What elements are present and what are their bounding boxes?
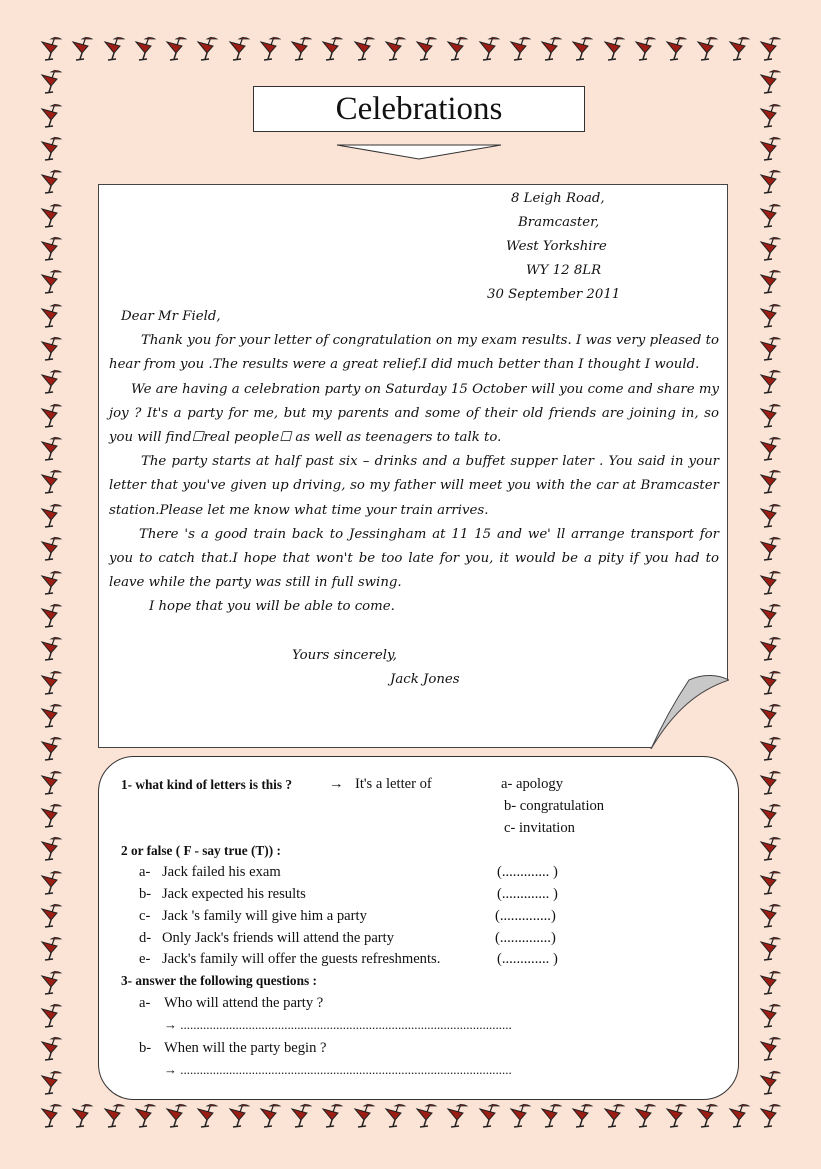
cocktail-glass-icon	[40, 503, 62, 529]
cocktail-glass-icon	[759, 870, 781, 896]
cocktail-glass-icon	[759, 203, 781, 229]
arrow-icon: →	[329, 776, 344, 792]
letter-paragraph: We are having a celebration party on Saturday 15 October will you come and share my joy ? It's a party for me, but my parents and some of their old friends are joining in, so you will find☐real people☐ as well as teenagers to talk to.	[109, 381, 719, 446]
cocktail-glass-icon	[759, 503, 781, 529]
cocktail-glass-icon	[509, 1103, 531, 1129]
cocktail-glass-icon	[759, 770, 781, 796]
address-date: 30 September 2011	[487, 287, 621, 302]
cocktail-glass-icon	[40, 303, 62, 329]
option-b: b- congratulation	[504, 798, 605, 814]
cocktail-glass-icon	[134, 36, 156, 62]
cocktail-glass-icon	[40, 1036, 62, 1062]
cocktail-glass-icon	[415, 1103, 437, 1129]
cocktail-glass-icon	[540, 1103, 562, 1129]
cocktail-glass-icon	[40, 903, 62, 929]
question-3-label: 3- answer the following questions :	[121, 973, 317, 988]
letter-sheet	[98, 184, 728, 748]
cocktail-glass-icon	[40, 670, 62, 696]
cocktail-glass-icon	[759, 269, 781, 295]
tf-letter: e-	[139, 951, 151, 967]
cocktail-glass-icon	[759, 1003, 781, 1029]
tf-answer-blank[interactable]: (............. )	[497, 951, 558, 967]
cocktail-glass-icon	[759, 570, 781, 596]
cocktail-glass-icon	[759, 903, 781, 929]
cocktail-glass-icon	[759, 36, 781, 62]
cocktail-glass-icon	[759, 936, 781, 962]
address-line-3: West Yorkshire	[506, 239, 607, 254]
question-1-label: 1- what kind of letters is this ?	[121, 777, 293, 792]
cocktail-glass-icon	[196, 36, 218, 62]
cocktail-glass-icon	[759, 236, 781, 262]
cocktail-glass-icon	[759, 636, 781, 662]
cocktail-glass-icon	[40, 369, 62, 395]
cocktail-glass-icon	[571, 36, 593, 62]
cocktail-glass-icon	[40, 936, 62, 962]
cocktail-glass-icon	[196, 1103, 218, 1129]
cocktail-glass-icon	[40, 836, 62, 862]
letter-paragraph: I hope that you will be able to come.	[149, 599, 395, 615]
cocktail-glass-icon	[40, 603, 62, 629]
letter-paragraph: There 's a good train back to Jessingham at 11 15 and we' ll arrange transport for you to catch that.I hope that won't be too late for you, it would be a pity if you had to leave while the party was still in full swing.	[109, 526, 719, 591]
q3-question: When will the party begin ?	[164, 1040, 327, 1056]
q3-letter: a-	[139, 995, 151, 1011]
cocktail-glass-icon	[40, 536, 62, 562]
cocktail-glass-icon	[540, 36, 562, 62]
cocktail-glass-icon	[759, 1036, 781, 1062]
cocktail-glass-icon	[40, 770, 62, 796]
page-title	[253, 86, 585, 132]
cocktail-glass-icon	[40, 336, 62, 362]
cocktail-glass-icon	[40, 236, 62, 262]
cocktail-glass-icon	[759, 436, 781, 462]
cocktail-glass-icon	[759, 69, 781, 95]
cocktail-glass-icon	[40, 436, 62, 462]
cocktail-glass-icon	[40, 203, 62, 229]
cocktail-glass-icon	[259, 36, 281, 62]
cocktail-glass-icon	[40, 1003, 62, 1029]
cocktail-glass-icon	[40, 970, 62, 996]
cocktail-glass-icon	[728, 36, 750, 62]
cocktail-glass-icon	[759, 369, 781, 395]
cocktail-glass-icon	[103, 36, 125, 62]
cocktail-glass-icon	[40, 269, 62, 295]
cocktail-glass-icon	[478, 1103, 500, 1129]
cocktail-glass-icon	[478, 36, 500, 62]
q3-letter: b-	[139, 1040, 152, 1056]
cocktail-glass-icon	[759, 536, 781, 562]
cocktail-glass-icon	[759, 1070, 781, 1096]
question-2-label: 2 or false ( F - say true (T)) :	[121, 843, 281, 858]
letter-greeting: Dear Mr Field,	[121, 309, 221, 324]
cocktail-glass-icon	[40, 69, 62, 95]
cocktail-glass-icon	[40, 803, 62, 829]
cocktail-glass-icon	[759, 736, 781, 762]
tf-answer-blank[interactable]: (..............)	[495, 908, 556, 924]
q3-answer-line[interactable]: → ......................................................................................................	[164, 1017, 512, 1032]
cocktail-glass-icon	[759, 103, 781, 129]
cocktail-glass-icon	[321, 1103, 343, 1129]
cocktail-glass-icon	[353, 36, 375, 62]
cocktail-glass-icon	[759, 803, 781, 829]
cocktail-glass-icon	[759, 136, 781, 162]
cocktail-glass-icon	[603, 1103, 625, 1129]
option-c: c- invitation	[504, 820, 575, 836]
cocktail-glass-icon	[40, 570, 62, 596]
cocktail-glass-icon	[759, 970, 781, 996]
tf-letter: d-	[139, 930, 152, 946]
tf-letter: b-	[139, 886, 152, 902]
cocktail-glass-icon	[40, 136, 62, 162]
cocktail-glass-icon	[446, 1103, 468, 1129]
cocktail-glass-icon	[321, 36, 343, 62]
cocktail-glass-icon	[759, 303, 781, 329]
cocktail-glass-icon	[665, 36, 687, 62]
cocktail-glass-icon	[134, 1103, 156, 1129]
letter-paragraph: Thank you for your letter of congratulation on my exam results. I was very pleased to hear from you .The results were a great relief.I did much better than I thought I would.	[109, 333, 719, 373]
q3-question: Who will attend the party ?	[164, 995, 324, 1011]
address-line-2: Bramcaster,	[518, 215, 600, 230]
tf-letter: c-	[139, 908, 151, 924]
cocktail-glass-icon	[384, 36, 406, 62]
cocktail-glass-icon	[759, 703, 781, 729]
cocktail-glass-icon	[290, 36, 312, 62]
tf-answer-blank[interactable]: (............. )	[497, 886, 558, 902]
cocktail-glass-icon	[40, 403, 62, 429]
cocktail-glass-icon	[228, 1103, 250, 1129]
cocktail-glass-icon	[446, 36, 468, 62]
cocktail-glass-icon	[634, 36, 656, 62]
cocktail-glass-icon	[509, 36, 531, 62]
cocktail-glass-icon	[759, 336, 781, 362]
tf-statement: Jack failed his exam	[162, 864, 281, 880]
cocktail-glass-icon	[665, 1103, 687, 1129]
cocktail-glass-icon	[40, 1103, 62, 1129]
cocktail-glass-icon	[384, 1103, 406, 1129]
tf-statement: Only Jack's friends will attend the party	[162, 930, 395, 946]
cocktail-glass-icon	[696, 36, 718, 62]
q3-answer-line[interactable]: → ......................................................................................................	[164, 1062, 512, 1077]
letter-signature: Jack Jones	[390, 672, 460, 687]
tf-statement: Jack expected his results	[162, 886, 306, 902]
cocktail-glass-icon	[71, 1103, 93, 1129]
letter-paragraph: The party starts at half past six – drinks and a buffet supper later . You said in your letter that you've given up driving, so my father will meet you with the car at Bramcaster station.Please let me know what time your train arrives.	[109, 454, 719, 518]
cocktail-glass-icon	[759, 603, 781, 629]
cocktail-glass-icon	[40, 703, 62, 729]
cocktail-glass-icon	[40, 736, 62, 762]
letter-body	[109, 305, 719, 620]
cocktail-glass-icon	[40, 103, 62, 129]
cocktail-glass-icon	[759, 403, 781, 429]
tf-statement: Jack's family will offer the guests refreshments.	[162, 951, 441, 967]
cocktail-glass-icon	[40, 870, 62, 896]
tf-answer-blank[interactable]: (............. )	[497, 864, 558, 880]
down-arrow-icon	[336, 144, 502, 160]
address-line-4: WY 12 8LR	[526, 263, 602, 278]
cocktail-glass-icon	[290, 1103, 312, 1129]
title-text: Celebrations	[335, 90, 503, 127]
cocktail-glass-icon	[40, 1070, 62, 1096]
cocktail-glass-icon	[759, 169, 781, 195]
cocktail-glass-icon	[165, 1103, 187, 1129]
cocktail-glass-icon	[103, 1103, 125, 1129]
cocktail-glass-icon	[759, 1103, 781, 1129]
cocktail-glass-icon	[759, 836, 781, 862]
cocktail-glass-icon	[759, 469, 781, 495]
cocktail-glass-icon	[571, 1103, 593, 1129]
question-1-prompt: It's a letter of	[355, 776, 432, 792]
cocktail-glass-icon	[353, 1103, 375, 1129]
option-a: a- apology	[501, 776, 564, 792]
cocktail-glass-icon	[759, 670, 781, 696]
questions-box	[98, 756, 739, 1100]
tf-letter: a-	[139, 864, 151, 880]
cocktail-glass-icon	[259, 1103, 281, 1129]
cocktail-glass-icon	[40, 36, 62, 62]
cocktail-glass-icon	[40, 169, 62, 195]
cocktail-glass-icon	[40, 636, 62, 662]
letter-closing: Yours sincerely,	[292, 648, 398, 663]
address-line-1: 8 Leigh Road,	[511, 191, 605, 206]
cocktail-glass-icon	[634, 1103, 656, 1129]
cocktail-glass-icon	[228, 36, 250, 62]
cocktail-glass-icon	[728, 1103, 750, 1129]
cocktail-glass-icon	[415, 36, 437, 62]
cocktail-glass-icon	[71, 36, 93, 62]
tf-answer-blank[interactable]: (..............)	[495, 930, 556, 946]
cocktail-glass-icon	[165, 36, 187, 62]
cocktail-glass-icon	[40, 469, 62, 495]
cocktail-glass-icon	[696, 1103, 718, 1129]
cocktail-glass-icon	[603, 36, 625, 62]
tf-statement: Jack 's family will give him a party	[162, 908, 367, 924]
